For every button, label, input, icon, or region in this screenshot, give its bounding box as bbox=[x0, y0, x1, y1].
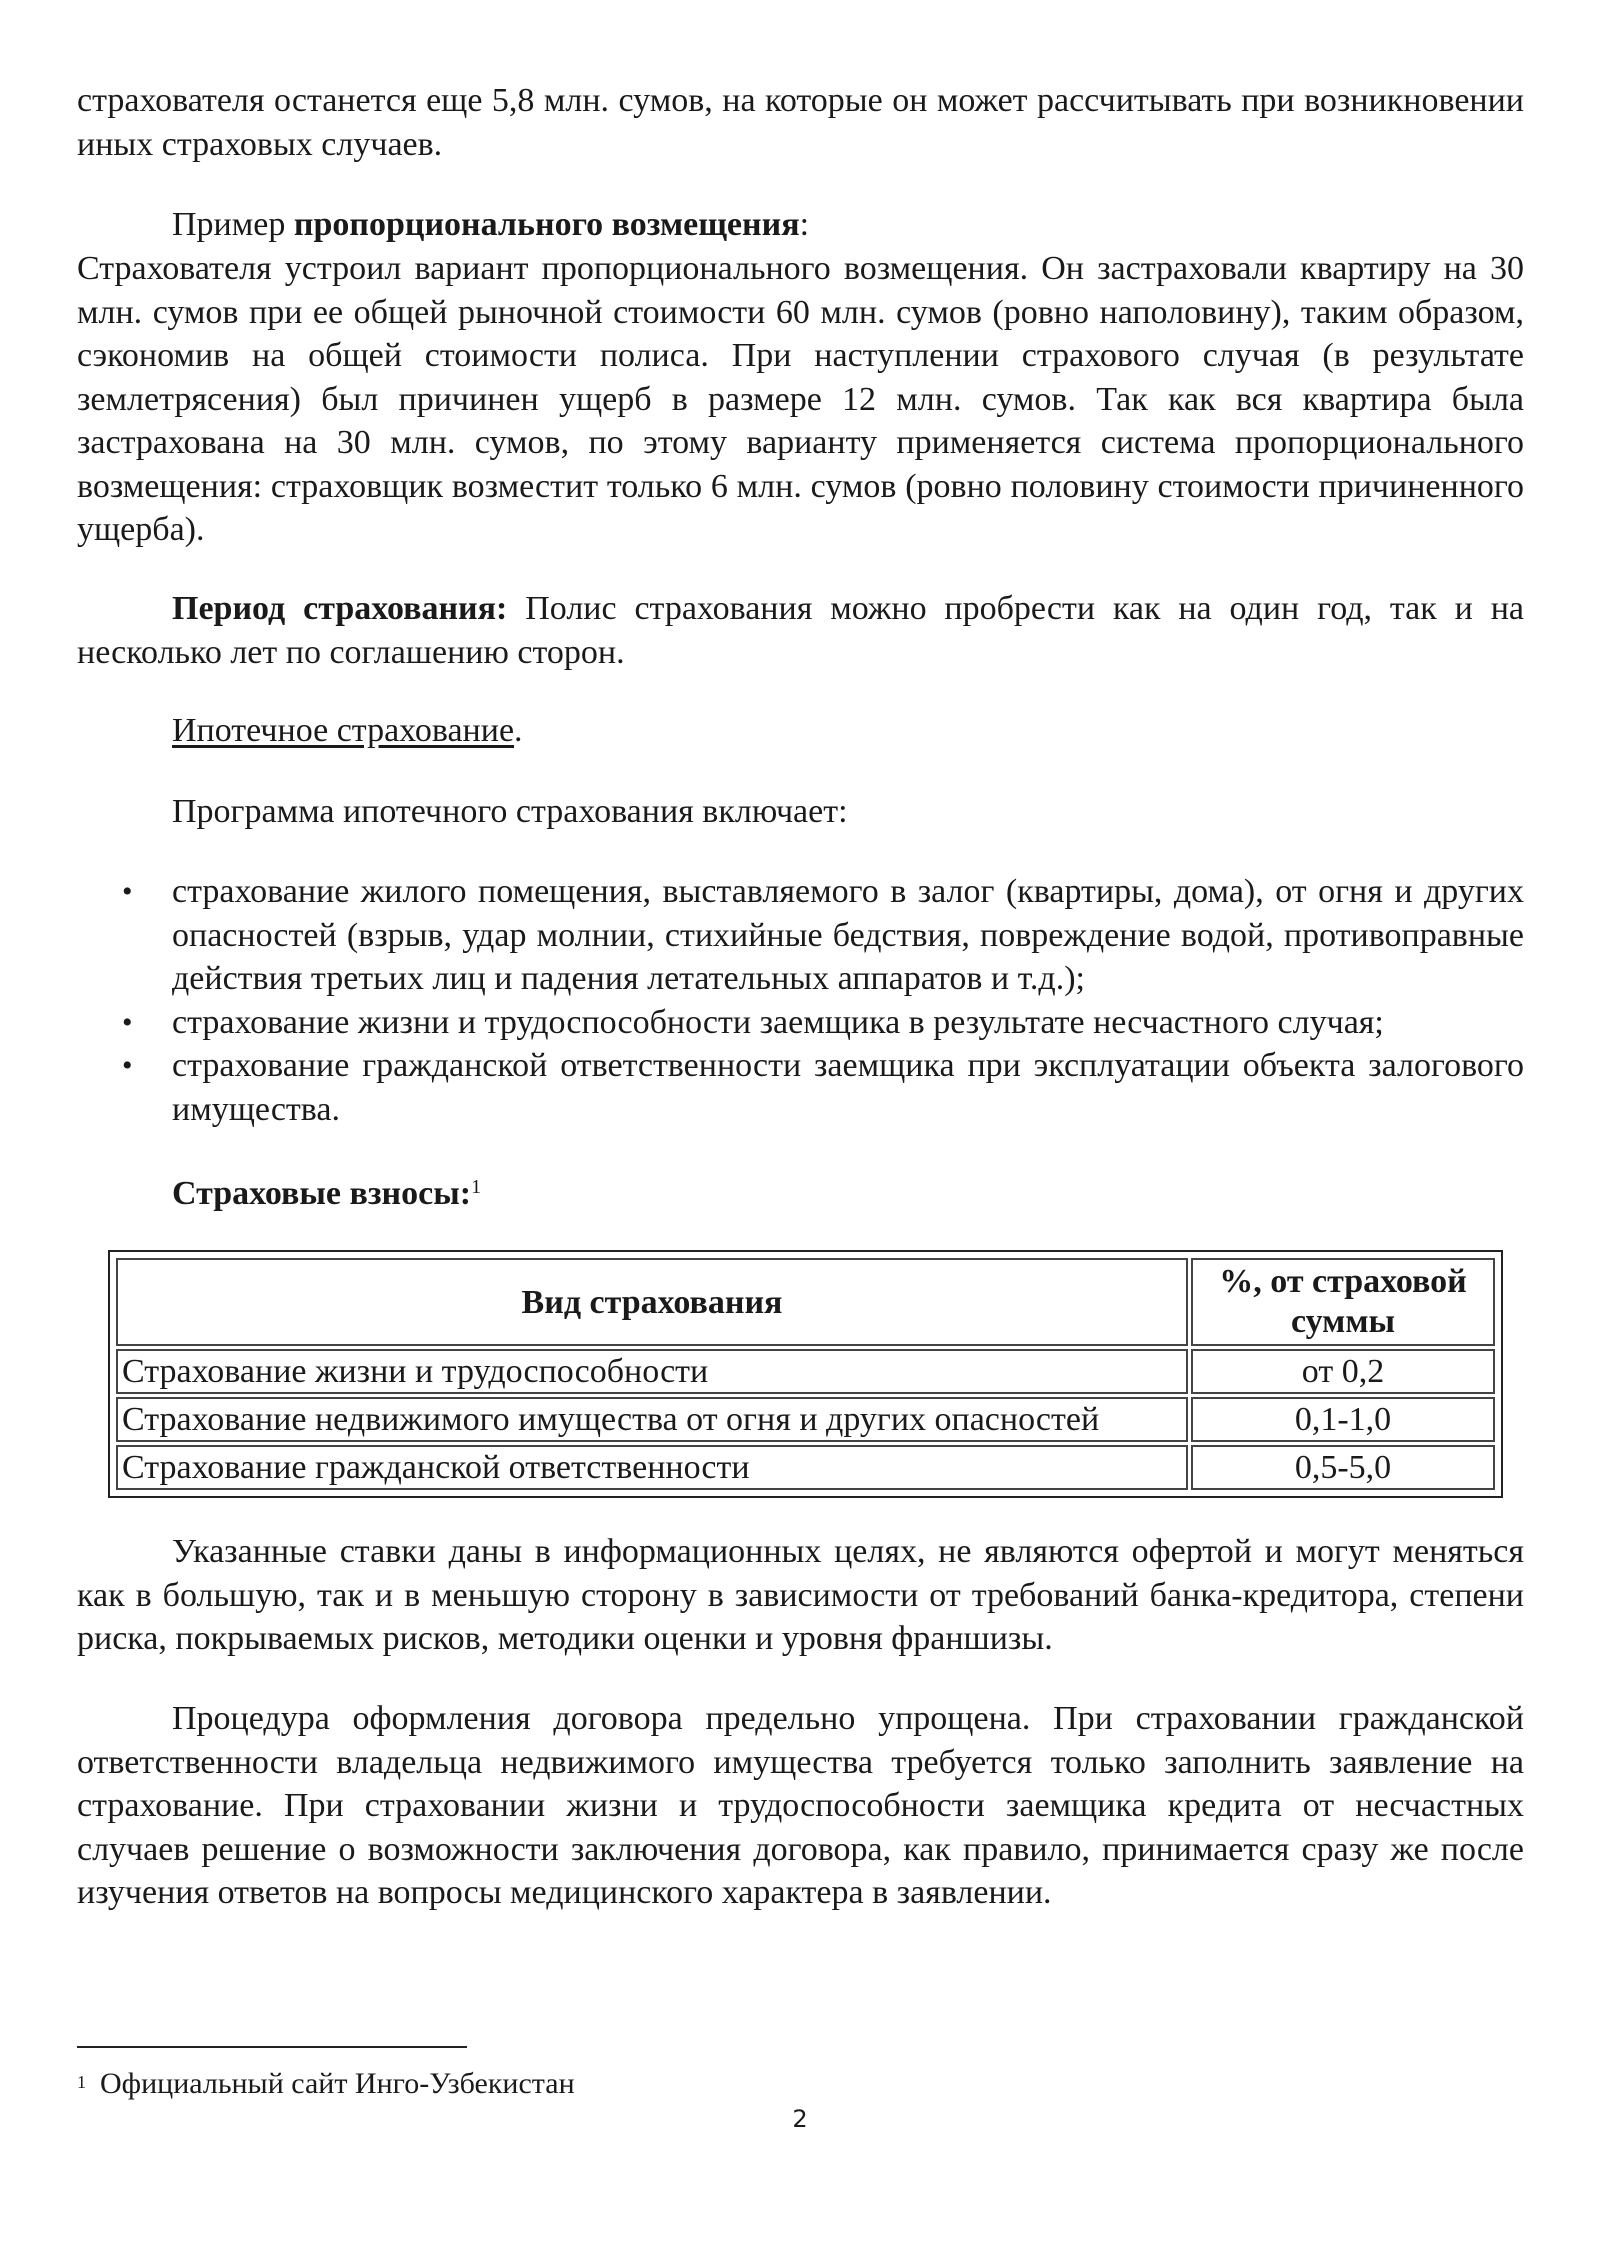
table-row bbox=[116, 1445, 1495, 1490]
example-suffix: : bbox=[799, 206, 810, 243]
example-heading bbox=[77, 203, 1524, 247]
program-list bbox=[77, 870, 1524, 1131]
program-intro: Программа ипотечного страхования включает: bbox=[172, 793, 848, 830]
mortgage-insurance-heading bbox=[77, 709, 1524, 753]
table-row bbox=[116, 1349, 1495, 1394]
premiums-table-frame bbox=[108, 1250, 1503, 1498]
premiums-table bbox=[113, 1255, 1498, 1493]
table-cell-type: Страхование жизни и трудоспособности bbox=[116, 1349, 1188, 1394]
proportional-example-paragraph: Страхователя устроил вариант пропорционального возмещения. Он застраховали квартиру на 30 млн. сумов при ее общей рыночной стоимости 60 млн. сумов (ровно наполовину), таким образом, сэкономив на общей стоимости полиса. При наступлении страхового случая (в результате землетрясения) был причинен ущерб в размере 12 млн. сумов. Так как вся квартира была застрахована на 30 млн. сумов, по этому варианту применяется система пропорционального возмещения: страховщик возместит только 6 млн. сумов (ровно половину стоимости причиненного ущерба). bbox=[77, 250, 1524, 548]
table-header-type: Вид страхования bbox=[116, 1258, 1188, 1346]
footnote bbox=[77, 2064, 575, 2104]
page-number: 2 bbox=[792, 2105, 808, 2133]
footnote-text: Официальный сайт Инго-Узбекистан bbox=[100, 2067, 575, 2100]
list-item-text: страхование жизни и трудоспособности заемщика в результате несчастного случая; bbox=[172, 1003, 1384, 1041]
paragraph-continuation: страхователя останется еще 5,8 млн. сумов, на которые он может рассчитывать при возникновении иных страховых случаев. bbox=[77, 82, 1524, 163]
mortgage-insurance-title: Ипотечное страхование bbox=[172, 712, 515, 749]
list-item bbox=[77, 1044, 1524, 1131]
table-cell-type: Страхование гражданской ответственности bbox=[116, 1445, 1188, 1490]
insurance-period-text: Полис страхования можно пробрести как на один год, так и на несколько лет по соглашению сторон. bbox=[77, 590, 1524, 671]
insurance-period-paragraph bbox=[77, 587, 1524, 674]
mortgage-insurance-suffix: . bbox=[514, 712, 523, 749]
table-cell-percent: от 0,2 bbox=[1191, 1349, 1495, 1394]
example-bold-term: пропорционального возмещения bbox=[293, 206, 800, 243]
list-item-text: страхование жилого помещения, выставляемого в залог (квартиры, дома), от огня и других опасностей (взрыв, удар молнии, стихийные бедствия, повреждение водой, противоправные действия третьих лиц и падения летательных аппаратов и т.д.); bbox=[172, 873, 1524, 997]
procedure-paragraph: Процедура оформления договора предельно упрощена. При страховании гражданской ответственности владельца недвижимого имущества требуется только заполнить заявление на страхование. При страховании жизни и трудоспособности заемщика кредита от несчастных случаев решение о возможности заключения договора, как правило, принимается сразу же после изучения ответов на вопросы медицинского характера в заявлении. bbox=[77, 1700, 1524, 1911]
list-item-text: страхование гражданской ответственности заемщика при эксплуатации объекта залогового имущества. bbox=[172, 1047, 1524, 1128]
insurance-period-label: Период страхования: bbox=[172, 590, 508, 627]
list-item bbox=[77, 1001, 1524, 1045]
bullet-icon: • bbox=[122, 1005, 133, 1039]
bullet-icon: • bbox=[122, 875, 133, 908]
footnote-separator bbox=[77, 2046, 467, 2048]
table-cell-type: Страхование недвижимого имущества от огня и других опасностей bbox=[116, 1397, 1188, 1442]
table-cell-percent: 0,1-1,0 bbox=[1191, 1397, 1495, 1442]
example-prefix: Пример bbox=[172, 206, 294, 243]
table-row bbox=[116, 1397, 1495, 1442]
list-item bbox=[77, 870, 1524, 1001]
footnote-ref: 1 bbox=[471, 1176, 482, 1198]
premiums-title: Страховые взносы: bbox=[172, 1175, 472, 1212]
table-header-percent: %, от страховой суммы bbox=[1191, 1258, 1495, 1346]
premiums-heading bbox=[77, 1172, 1524, 1216]
footnote-marker: 1 bbox=[77, 2072, 86, 2092]
table-header-row bbox=[116, 1258, 1495, 1346]
rates-disclaimer-paragraph: Указанные ставки даны в информационных целях, не являются офертой и могут меняться как в большую, так и в меньшую сторону в зависимости от требований банка-кредитора, степени риска, покрываемых рисков, методики оценки и уровня франшизы. bbox=[77, 1533, 1524, 1657]
table-cell-percent: 0,5-5,0 bbox=[1191, 1445, 1495, 1490]
bullet-icon: • bbox=[122, 1049, 133, 1082]
